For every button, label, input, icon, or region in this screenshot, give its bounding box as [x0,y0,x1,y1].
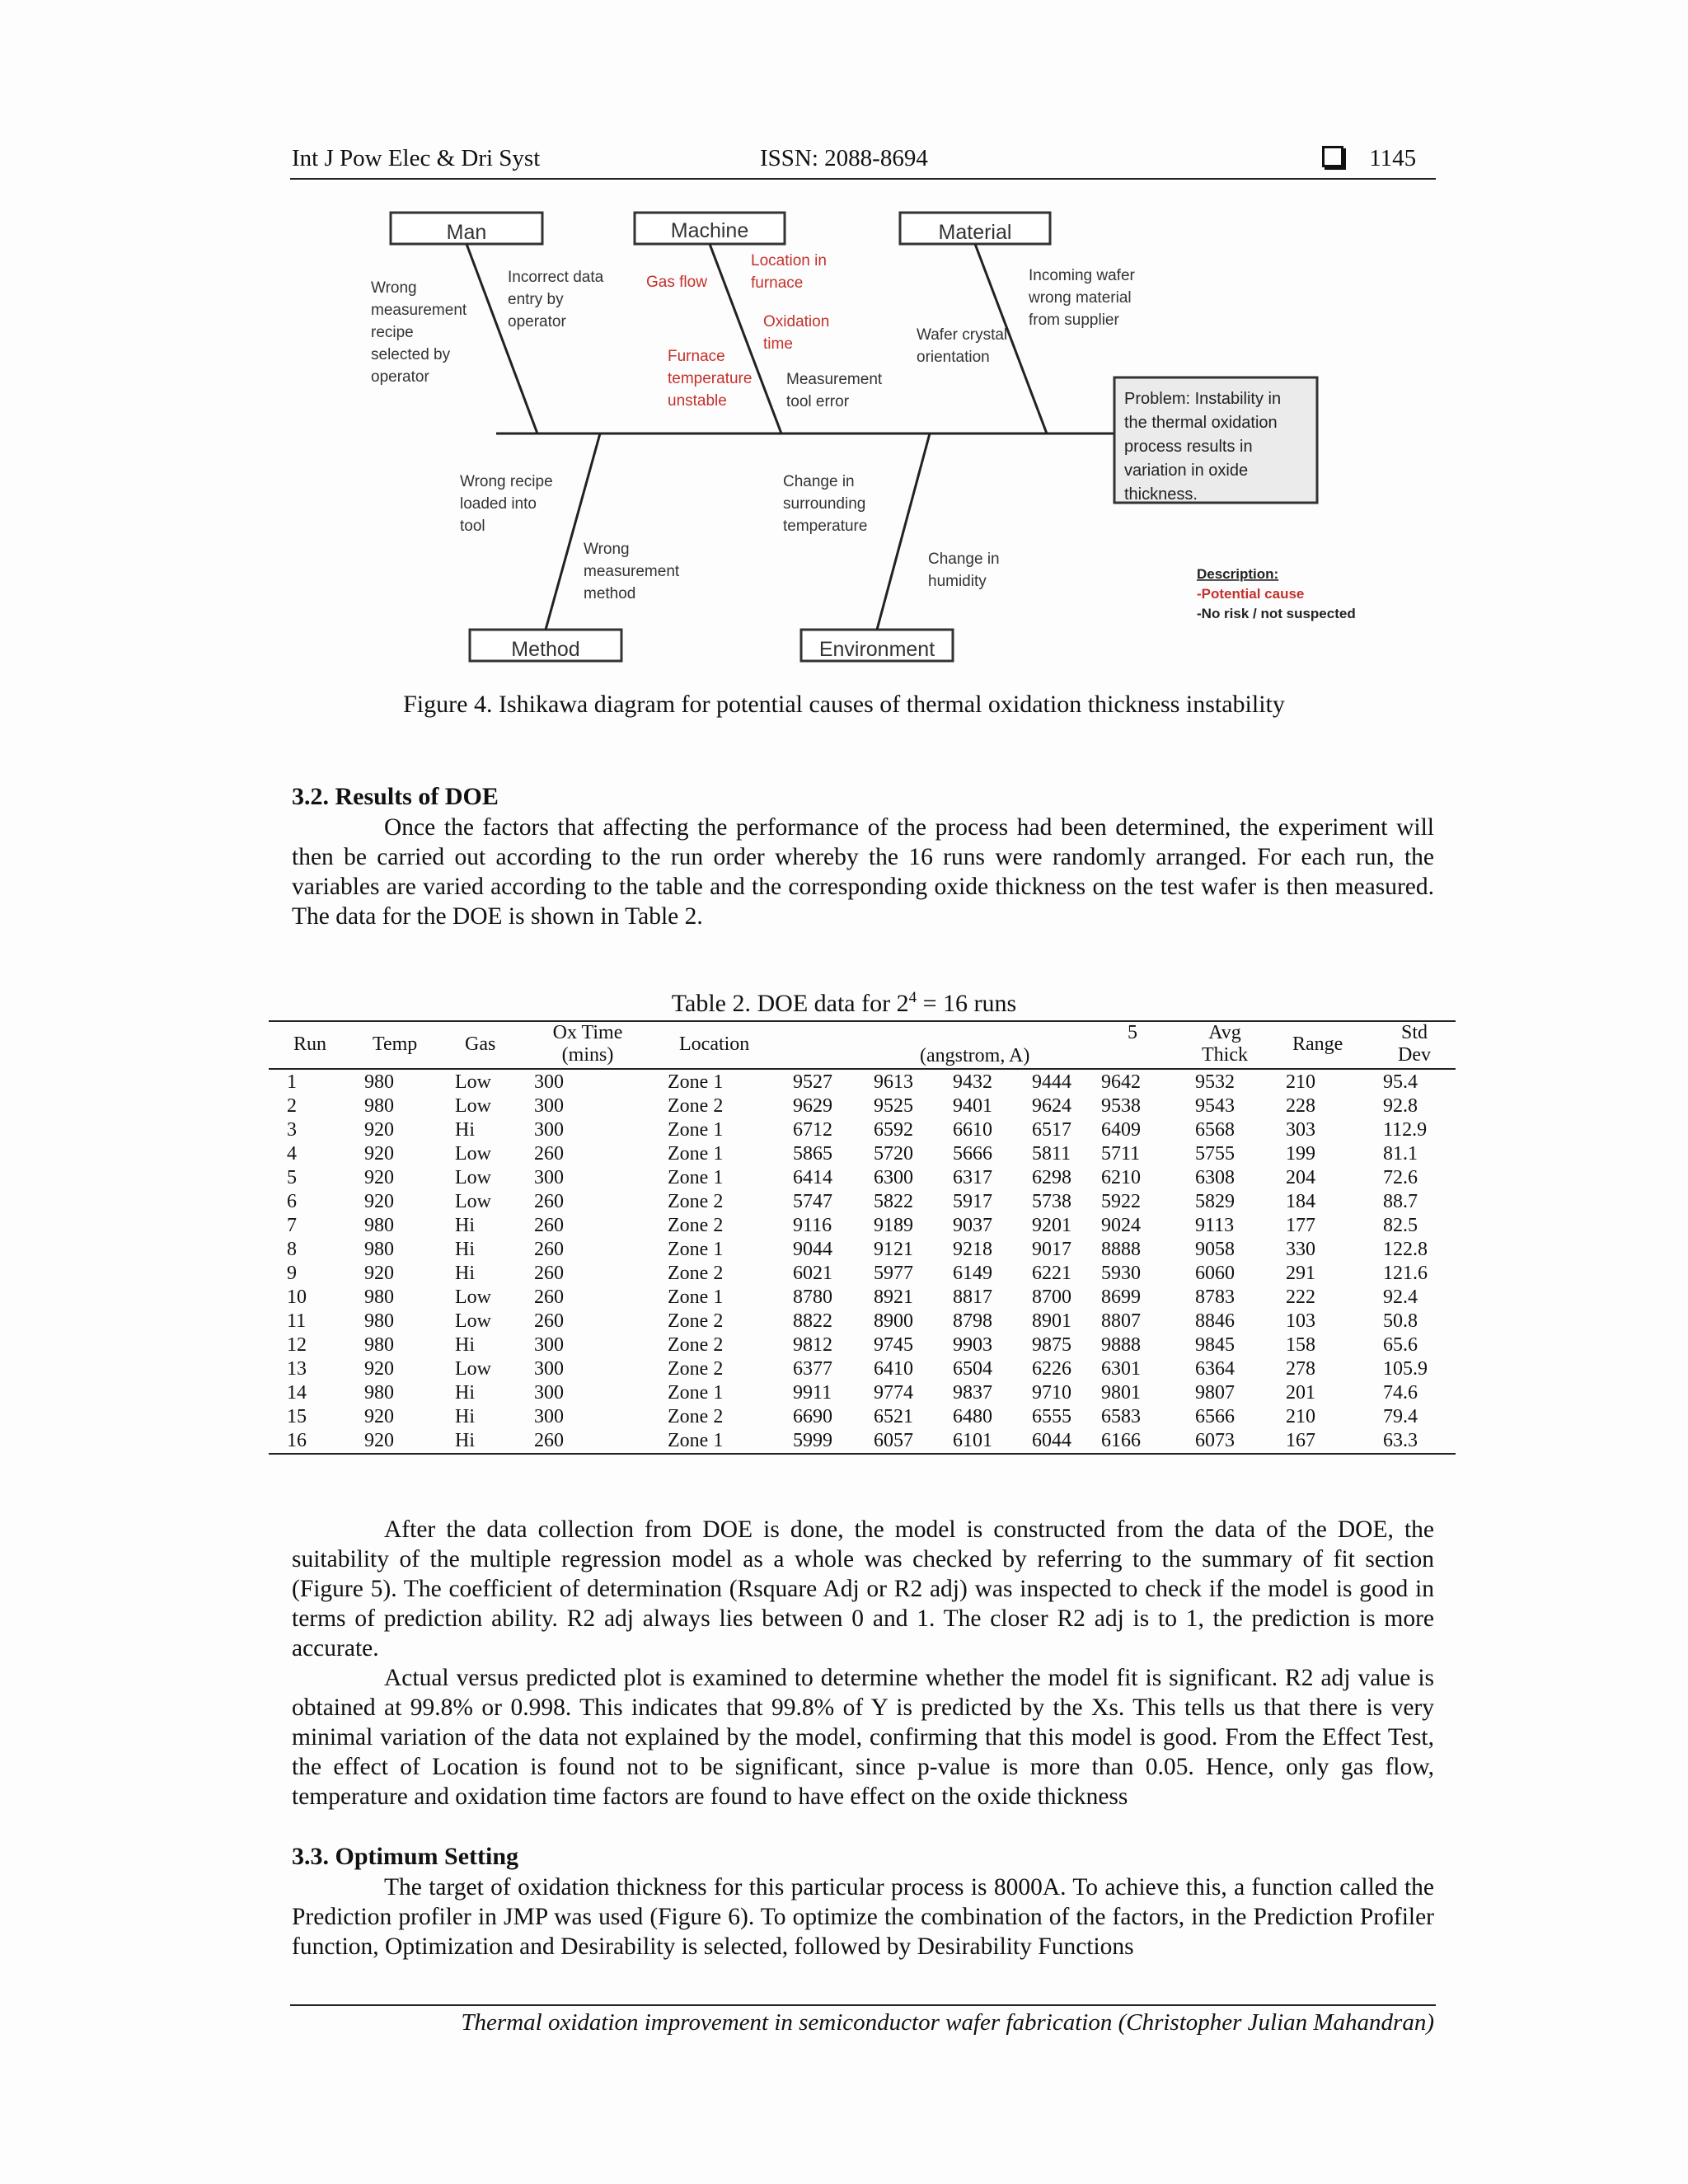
section-3-2-heading: 3.2. Results of DOE [292,783,499,810]
table-cell: 6044 [1032,1430,1071,1451]
cause-env-humidity: Change in humidity [928,551,1000,590]
footer-rule [290,2004,1436,2006]
table-cell: Zone 1 [668,1286,724,1308]
table-cell: 9543 [1195,1095,1235,1117]
header-location: Location [679,1033,750,1055]
table-cell: 6298 [1032,1167,1071,1188]
table-cell: 201 [1286,1382,1315,1404]
table-cell: 300 [534,1334,564,1356]
table-cell: 6690 [793,1406,832,1427]
table-cell: 300 [534,1167,564,1188]
table-cell: 9538 [1101,1095,1141,1117]
table-cell: 6610 [953,1119,992,1141]
table-cell: 177 [1286,1215,1315,1236]
table-cell: 2 [287,1095,297,1117]
table-cell: 9116 [793,1215,832,1236]
category-machine [635,213,785,244]
bone-environment [877,434,930,630]
table-cell: 82.5 [1383,1215,1418,1236]
table-cell: 5865 [793,1143,832,1165]
table-cell: 330 [1286,1239,1315,1260]
table-cell: 5711 [1101,1143,1141,1165]
table-cell: 6480 [953,1406,992,1427]
table-cell: 6021 [793,1263,832,1284]
table-cell: 103 [1286,1310,1315,1332]
category-man [391,213,542,244]
cause-method-wrong-measurement: Wrong measurement method [584,541,680,602]
table-cell: 122.8 [1383,1239,1428,1260]
table-cell: 16 [287,1430,307,1451]
table-cell: 920 [364,1263,394,1284]
table-cell: 300 [534,1119,564,1141]
header-rule [290,178,1436,180]
table-row [0,1333,1688,1357]
table-top-rule [269,1020,1456,1022]
section-3-3-paragraph: The target of oxidation thickness for this particular process is 8000A. To achieve this, a function called the Prediction profiler in JMP was used (Figure 6). To optimize the combination of the factors, in the Prediction Profiler function, Optimization and Desirability is selected, followed by Desirability Functions [292,1874,1434,1960]
table-cell: 260 [534,1191,564,1212]
table-cell: 6 [287,1191,297,1212]
table-cell: 15 [287,1406,307,1427]
table-cell: 8901 [1032,1310,1071,1332]
table-cell: 8817 [953,1286,992,1308]
table-cell: Low [455,1095,491,1117]
table-cell: 5720 [874,1143,913,1165]
header-ox-time: Ox Time (mins) [552,1022,623,1066]
cause-material-incoming-wafer: Incoming wafer wrong material from supplier [1029,267,1135,329]
table-row [0,1166,1688,1190]
table-cell: 11 [287,1310,307,1332]
table-cell: 9432 [953,1071,992,1093]
table-cell: 81.1 [1383,1143,1418,1165]
table-cell: 920 [364,1119,394,1141]
journal-name: Int J Pow Elec & Dri Syst [292,145,541,171]
section-3-2-paragraph: Once the factors that affecting the performance of the process had been determined, the experiment will then be carried out according to the run order whereby the 16 runs were randomly arranged. For each run, the variables are varied according to the table and the corresponding oxide thickness on the test wafer is then measured. The data for the DOE is shown in Table 2. [292,814,1434,930]
category-man-label: Man [446,221,487,244]
table-cell: 9629 [793,1095,832,1117]
results-body [292,1515,1434,1811]
page-number-group [1322,145,1416,172]
section-3-3-body [292,1872,1434,1961]
table-row [0,1094,1688,1118]
table-cell: 8921 [874,1286,913,1308]
table-cell: 6101 [953,1430,992,1451]
table-cell: Zone 2 [668,1215,724,1236]
table-row [0,1190,1688,1214]
table-cell: 9807 [1195,1382,1235,1404]
table-cell: Zone 2 [668,1406,724,1427]
table-cell: 278 [1286,1358,1315,1380]
table-cell: 9837 [953,1382,992,1404]
table-cell: 13 [287,1358,307,1380]
table-cell: 12 [287,1334,307,1356]
table-cell: 204 [1286,1167,1315,1188]
table-cell: 920 [364,1191,394,1212]
table-cell: 9527 [793,1071,832,1093]
table-cell: 5822 [874,1191,913,1212]
table-cell: 260 [534,1310,564,1332]
issn: ISSN: 2088-8694 [760,145,928,171]
table-row [0,1429,1688,1453]
table-cell: 9801 [1101,1382,1141,1404]
table-cell: 92.8 [1383,1095,1418,1117]
table-cell: 300 [534,1095,564,1117]
table-cell: 210 [1286,1071,1315,1093]
category-method [470,630,621,661]
table-cell: 72.6 [1383,1167,1418,1188]
table-cell: Low [455,1071,491,1093]
table-cell: 74.6 [1383,1382,1418,1404]
table-row [0,1118,1688,1142]
table-cell: Zone 1 [668,1119,724,1141]
legend-no-risk: -No risk / not suspected [1197,606,1356,621]
table-cell: 303 [1286,1119,1315,1141]
table-cell: Zone 2 [668,1358,724,1380]
table-cell: Hi [455,1215,475,1236]
table-body [0,1071,1688,1453]
table-cell: 6308 [1195,1167,1235,1188]
table-cell: 5 [287,1167,297,1188]
table-cell: 5747 [793,1191,832,1212]
table-cell: 14 [287,1382,307,1404]
table-cell: 9812 [793,1334,832,1356]
table-cell: 6410 [874,1358,913,1380]
table-cell: 65.6 [1383,1334,1418,1356]
legend-potential-cause: -Potential cause [1197,586,1305,602]
table-cell: 6377 [793,1358,832,1380]
table-cell: 291 [1286,1263,1315,1284]
table-cell: 9444 [1032,1071,1071,1093]
table-cell: 6300 [874,1167,913,1188]
table-cell: Hi [455,1406,475,1427]
table-cell: 92.4 [1383,1286,1418,1308]
ishikawa-diagram [354,204,1376,674]
table-cell: 980 [364,1095,394,1117]
table-cell: 980 [364,1334,394,1356]
table-row [0,1357,1688,1381]
table-cell: 9911 [793,1382,832,1404]
page-number: 1145 [1369,145,1417,171]
section-3-3-heading: 3.3. Optimum Setting [292,1843,519,1870]
table-cell: Zone 1 [668,1167,724,1188]
table-cell: 199 [1286,1143,1315,1165]
cause-machine-gas-flow: Gas flow [646,274,707,291]
table-cell: Low [455,1310,491,1332]
table-cell: 6521 [874,1406,913,1427]
table-cell: 8798 [953,1310,992,1332]
table-cell: 5811 [1032,1143,1071,1165]
table-cell: 980 [364,1239,394,1260]
table-row [0,1310,1688,1333]
table-cell: 9024 [1101,1215,1141,1236]
table-cell: 9113 [1195,1215,1235,1236]
cause-machine-furnace-temperature: Furnace temperature unstable [668,348,753,410]
category-machine-label: Machine [670,219,749,242]
table-cell: 6568 [1195,1119,1235,1141]
category-material [900,213,1050,244]
category-material-label: Material [938,221,1012,244]
header-run: Run [293,1033,327,1055]
table-cell: 10 [287,1286,307,1308]
table-cell: 9401 [953,1095,992,1117]
category-environment [801,630,953,661]
table-cell: 9903 [953,1334,992,1356]
cause-machine-oxidation-time: Oxidation time [763,313,830,353]
table-cell: 88.7 [1383,1191,1418,1212]
cause-machine-location: Location in furnace [751,252,827,292]
table-cell: 300 [534,1071,564,1093]
figure-4-caption: Figure 4. Ishikawa diagram for potential causes of thermal oxidation thickness instability [403,691,1285,718]
table-cell: 95.4 [1383,1071,1418,1093]
table-cell: Hi [455,1382,475,1404]
table-row [0,1286,1688,1310]
table-cell: 9642 [1101,1071,1141,1093]
table-row [0,1238,1688,1262]
table-cell: 1 [287,1071,297,1093]
legend-title: Description: [1197,566,1279,582]
table-cell: 7 [287,1215,297,1236]
table-cell: 112.9 [1383,1119,1428,1141]
table-cell: 5829 [1195,1191,1235,1212]
table-2-caption: Table 2. DOE data for $2^4 = 16$ runs [671,989,1017,1017]
header-temp: Temp [373,1033,418,1055]
table-cell: 6060 [1195,1263,1235,1284]
table-cell: 9532 [1195,1071,1235,1093]
category-environment-label: Environment [818,638,935,661]
header-unit: (angstrom, A) [920,1045,1030,1066]
header-avg-thick: Avg Thick [1202,1022,1248,1066]
cause-man-incorrect-data: Incorrect data entry by operator [508,269,604,330]
table-header-rule [269,1068,1456,1070]
table-cell: 6364 [1195,1358,1235,1380]
table-cell: 980 [364,1286,394,1308]
table-cell: Zone 1 [668,1382,724,1404]
table-row [0,1142,1688,1166]
table-cell: 9624 [1032,1095,1071,1117]
table-cell: 300 [534,1382,564,1404]
table-cell: 9044 [793,1239,832,1260]
table-cell: 6057 [874,1430,913,1451]
table-cell: 3 [287,1119,297,1141]
paragraph-model-fit: After the data collection from DOE is done, the model is constructed from the data of the DOE, the suitability of the multiple regression model as a whole was checked by referring to the summary of fit section (Figure 5). The coefficient of determination (Rsquare Adj or R2 adj) was inspected to check if the model is good in terms of prediction ability. R2 adj always lies between 0 and 1. The closer R2 adj is to 1, the prediction is more accurate. [292,1516,1434,1661]
table-cell: Zone 2 [668,1263,724,1284]
table-cell: 9745 [874,1334,913,1356]
category-method-label: Method [511,638,580,661]
table-cell: 9774 [874,1382,913,1404]
table-cell: 184 [1286,1191,1315,1212]
section-3-2-body [292,813,1434,931]
table-cell: 6592 [874,1119,913,1141]
table-cell: 9017 [1032,1239,1071,1260]
table-cell: 9613 [874,1071,913,1093]
table-cell: Zone 2 [668,1095,724,1117]
table-cell: Low [455,1358,491,1380]
table-cell: 300 [534,1358,564,1380]
table-cell: 8888 [1101,1239,1141,1260]
running-footer: Thermal oxidation improvement in semiconductor wafer fabrication (Christopher Julian Mahandran) [461,2009,1434,2036]
table-row [0,1381,1688,1405]
table-cell: 5999 [793,1430,832,1451]
table-cell: 6073 [1195,1430,1235,1451]
header-std-dev: Std Dev [1398,1022,1431,1066]
table-cell: 300 [534,1406,564,1427]
table-cell: Zone 1 [668,1143,724,1165]
problem-statement: Problem: Instability in the thermal oxidation process results in variation in oxide thickness. [1124,390,1282,504]
table-cell: 5738 [1032,1191,1071,1212]
table-cell: 63.3 [1383,1430,1418,1451]
table-cell: 167 [1286,1430,1315,1451]
table-cell: 9058 [1195,1239,1235,1260]
table-row [0,1405,1688,1429]
table-cell: 6317 [953,1167,992,1188]
table-cell: 6409 [1101,1119,1141,1141]
table-cell: 260 [534,1239,564,1260]
table-cell: 920 [364,1143,394,1165]
table-cell: 6504 [953,1358,992,1380]
table-cell: 8783 [1195,1286,1235,1308]
table-cell: Hi [455,1119,475,1141]
table-cell: 9525 [874,1095,913,1117]
table-cell: 105.9 [1383,1358,1428,1380]
table-cell: 5922 [1101,1191,1141,1212]
table-cell: 8700 [1032,1286,1071,1308]
table-cell: 6555 [1032,1406,1071,1427]
table-cell: Zone 1 [668,1430,724,1451]
table-cell: 222 [1286,1286,1315,1308]
table-cell: 260 [534,1143,564,1165]
table-cell: 6517 [1032,1119,1071,1141]
table-cell: 9875 [1032,1334,1071,1356]
table-cell: 8780 [793,1286,832,1308]
table-cell: 6221 [1032,1263,1071,1284]
table-cell: 6301 [1101,1358,1141,1380]
cause-material-crystal: Wafer crystal orientation [917,326,1008,366]
table-cell: 158 [1286,1334,1315,1356]
table-cell: 920 [364,1358,394,1380]
table-cell: Zone 2 [668,1310,724,1332]
table-cell: 9710 [1032,1382,1071,1404]
table-cell: 5977 [874,1263,913,1284]
table-cell: 8846 [1195,1310,1235,1332]
cause-machine-measurement-tool: Measurement tool error [786,371,883,410]
table-cell: Hi [455,1263,475,1284]
table-cell: 980 [364,1310,394,1332]
table-cell: Hi [455,1239,475,1260]
table-row [0,1071,1688,1094]
table-cell: 9201 [1032,1215,1071,1236]
header-gas: Gas [465,1033,496,1055]
table-row [0,1214,1688,1238]
table-cell: 920 [364,1167,394,1188]
table-cell: 5755 [1195,1143,1235,1165]
table-cell: 980 [364,1215,394,1236]
table-cell: 920 [364,1406,394,1427]
table-cell: 9888 [1101,1334,1141,1356]
table-cell: 8900 [874,1310,913,1332]
table-cell: 8 [287,1239,297,1260]
table-cell: 9845 [1195,1334,1235,1356]
table-cell: Zone 2 [668,1191,724,1212]
table-cell: 8822 [793,1310,832,1332]
table-cell: 6566 [1195,1406,1235,1427]
table-cell: 8807 [1101,1310,1141,1332]
table-cell: 6166 [1101,1430,1141,1451]
table-cell: 50.8 [1383,1310,1418,1332]
table-cell: 6583 [1101,1406,1141,1427]
table-cell: 79.4 [1383,1406,1418,1427]
table-cell: 5930 [1101,1263,1141,1284]
table-cell: 6226 [1032,1358,1071,1380]
cause-env-temperature: Change in surrounding temperature [783,473,868,535]
table-cell: 5666 [953,1143,992,1165]
table-cell: Hi [455,1430,475,1451]
table-cell: Zone 1 [668,1239,724,1260]
table-cell: 6210 [1101,1167,1141,1188]
table-cell: 6712 [793,1119,832,1141]
paragraph-actual-vs-predicted: Actual versus predicted plot is examined to determine whether the model fit is significant. R2 adj value is obtained at 99.8% or 0.998. This indicates that 99.8% of Y is predicted by the Xs. This tells us that there is very minimal variation of the data not explained by the model, confirming that this model is good. From the Effect Test, the effect of Location is found not to be significant, since p-value is more than 0.05. Hence, only gas flow, temperature and oxidation time factors are found to have effect on the oxide thickness [292,1665,1434,1810]
table-cell: 9218 [953,1239,992,1260]
table-cell: 4 [287,1143,297,1165]
table-cell: 260 [534,1430,564,1451]
table-cell: 210 [1286,1406,1315,1427]
table-cell: 9 [287,1263,297,1284]
table-cell: 6414 [793,1167,832,1188]
table-cell: 980 [364,1382,394,1404]
table-cell: 228 [1286,1095,1315,1117]
table-cell: 121.6 [1383,1263,1428,1284]
table-cell: Low [455,1167,491,1188]
table-cell: 5917 [953,1191,992,1212]
table-cell: 260 [534,1286,564,1308]
table-cell: Zone 1 [668,1071,724,1093]
table-cell: 6149 [953,1263,992,1284]
table-cell: 260 [534,1263,564,1284]
table-cell: 980 [364,1071,394,1093]
table-cell: Low [455,1143,491,1165]
table-cell: 920 [364,1430,394,1451]
table-cell: 9121 [874,1239,913,1260]
square-bullet-icon [1322,146,1343,167]
table-cell: 8699 [1101,1286,1141,1308]
header-range: Range [1292,1033,1343,1055]
table-cell: Zone 2 [668,1334,724,1356]
cause-method-wrong-recipe: Wrong recipe loaded into tool [460,473,553,535]
header-col-5: 5 [1128,1022,1137,1043]
cause-man-wrong-recipe: Wrong measurement recipe selected by operator [371,279,467,386]
table-cell: Low [455,1191,491,1212]
table-cell: 260 [534,1215,564,1236]
table-cell: 9037 [953,1215,992,1236]
table-bottom-rule [269,1453,1456,1455]
table-cell: Hi [455,1334,475,1356]
table-row [0,1262,1688,1286]
table-cell: Low [455,1286,491,1308]
table-cell: 9189 [874,1215,913,1236]
